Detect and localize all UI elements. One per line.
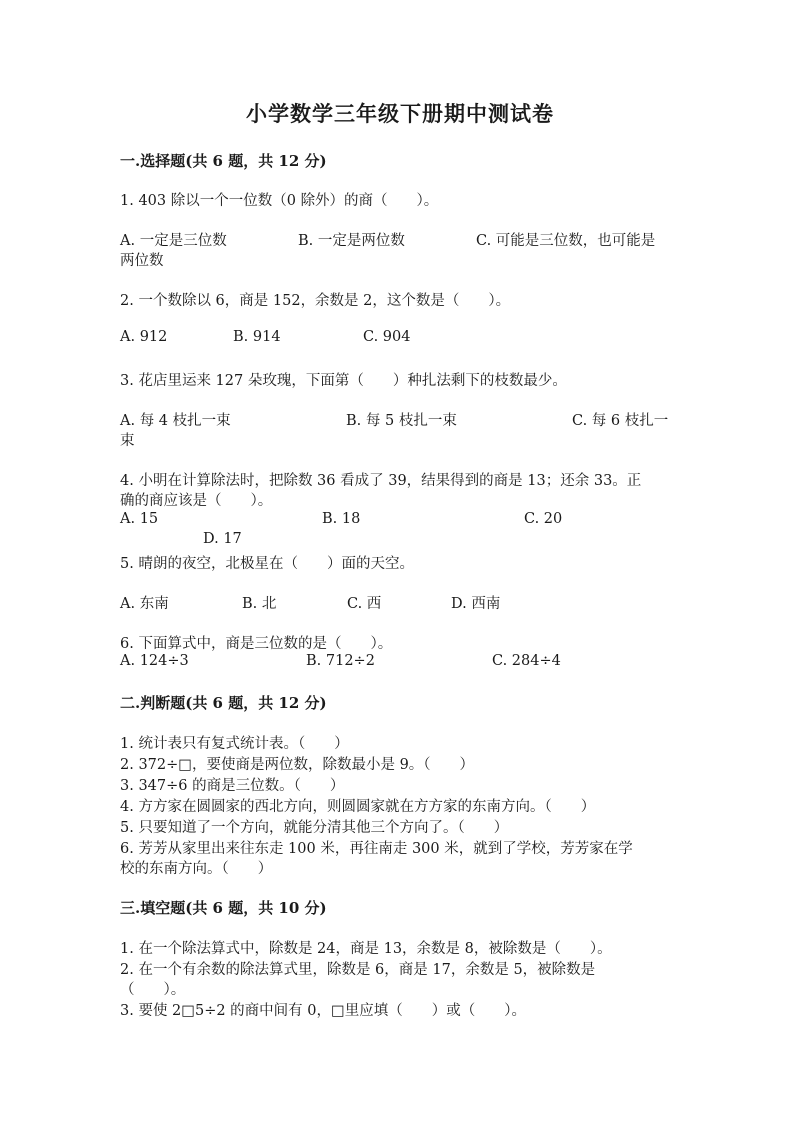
judgement-item-2: 2. 372÷□，要使商是两位数，除数最小是 9。（ ）: [120, 757, 475, 773]
q4-option-a: A. 15: [120, 511, 159, 527]
fill-in-item-2: 2. 在一个有余数的除法算式里，除数是 6，商是 17，余数是 5，被除数是: [120, 962, 596, 978]
q6-option-b: B. 712÷2: [306, 653, 375, 669]
q5-option-a: A. 东南: [120, 596, 169, 612]
question-2-stem: 2. 一个数除以 6，商是 152，余数是 2，这个数是（ ）。: [120, 293, 511, 309]
judgement-item-1: 1. 统计表只有复式统计表。（ ）: [120, 736, 349, 752]
judgement-item-4: 4. 方方家在圆圆家的西北方向，则圆圆家就在方方家的东南方向。（ ）: [120, 799, 596, 815]
q1-option-b: B. 一定是两位数: [298, 233, 405, 249]
judgement-item-6-continued: 校的东南方向。（ ）: [120, 861, 273, 877]
q6-option-a: A. 124÷3: [120, 653, 189, 669]
question-5-stem: 5. 晴朗的夜空，北极星在（ ）面的天空。: [120, 556, 414, 572]
q3-option-c-continued: 束: [120, 433, 135, 449]
q6-option-c: C. 284÷4: [492, 653, 561, 669]
q3-option-c: C. 每 6 枝扎一: [572, 413, 669, 429]
section-heading-choice: 一.选择题(共 6 题，共 12 分): [120, 152, 327, 170]
q4-option-c: C. 20: [524, 511, 563, 527]
fill-in-item-1: 1. 在一个除法算式中，除数是 24，商是 13，余数是 8，被除数是（ ）。: [120, 941, 612, 957]
judgement-item-6: 6. 芳芳从家里出来往东走 100 米，再往南走 300 米，就到了学校，芳芳家在学: [120, 841, 633, 857]
question-4-stem-line-2: 确的商应该是（ ）。: [120, 493, 273, 509]
fill-in-item-3: 3. 要使 2□5÷2 的商中间有 0，□里应填（ ）或（ ）。: [120, 1003, 526, 1019]
q1-option-c-continued: 两位数: [120, 253, 164, 269]
question-4-stem-line-1: 4. 小明在计算除法时，把除数 36 看成了 39，结果得到的商是 13；还余 33。正: [120, 473, 642, 489]
q4-option-d: D. 17: [203, 531, 242, 547]
question-3-stem: 3. 花店里运来 127 朵玫瑰，下面第（ ）种扎法剩下的枝数最少。: [120, 373, 567, 389]
q5-option-b: B. 北: [242, 596, 277, 612]
section-heading-judgement: 二.判断题(共 6 题，共 12 分): [120, 694, 327, 712]
q2-option-b: B. 914: [233, 329, 281, 345]
q5-option-c: C. 西: [347, 596, 382, 612]
judgement-item-5: 5. 只要知道了一个方向，就能分清其他三个方向了。（ ）: [120, 820, 509, 836]
section-heading-fill-in: 三.填空题(共 6 题，共 10 分): [120, 899, 327, 917]
judgement-item-3: 3. 347÷6 的商是三位数。（ ）: [120, 778, 345, 794]
question-6-stem: 6. 下面算式中，商是三位数的是（ ）。: [120, 636, 393, 652]
q3-option-a: A. 每 4 枝扎一束: [120, 413, 231, 429]
page-title: 小学数学三年级下册期中测试卷: [246, 101, 554, 126]
q1-option-c: C. 可能是三位数，也可能是: [476, 233, 656, 249]
q2-option-c: C. 904: [363, 329, 411, 345]
q4-option-b: B. 18: [322, 511, 361, 527]
q5-option-d: D. 西南: [451, 596, 501, 612]
q3-option-b: B. 每 5 枝扎一束: [346, 413, 457, 429]
question-1-stem: 1. 403 除以一个一位数（0 除外）的商（ ）。: [120, 193, 439, 209]
q1-option-a: A. 一定是三位数: [120, 233, 227, 249]
q2-option-a: A. 912: [120, 329, 168, 345]
fill-in-item-2-continued: （ ）。: [120, 982, 186, 998]
